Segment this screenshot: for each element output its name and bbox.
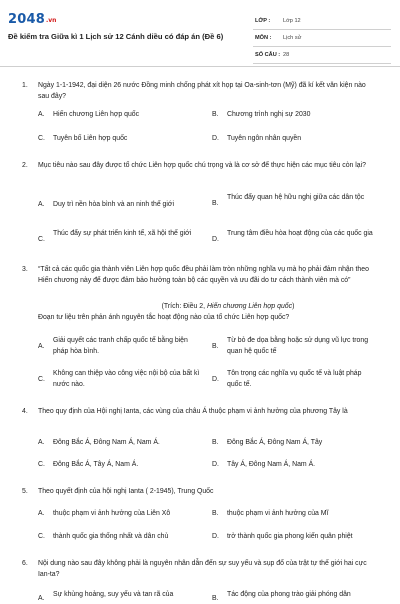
question-text: Mục tiêu nào sau đây được tổ chức Liên hợp quốc chú trọng và là cơ sở để thực hiện các mục tiêu còn lại? <box>38 162 367 169</box>
logo[interactable] <box>8 10 56 28</box>
question-number: 2. <box>22 162 28 169</box>
option-letter: B. <box>212 343 219 350</box>
option-text: Tuyên ngôn nhân quyền <box>227 135 302 142</box>
option-text: Tôn trọng các nghĩa vụ quốc tế và luật pháp quốc tế. <box>227 370 362 388</box>
option-text: Từ bỏ đe dọa bằng hoặc sử dụng vũ lực trong quan hệ quốc tế <box>227 337 369 355</box>
question-number: 6. <box>22 560 28 567</box>
question-text: Nội dung nào sau đây không phải là nguyên nhân dẫn đến sự suy yếu và sụp đổ của trật tự thế giới hai cực Ian-ta? <box>38 560 367 578</box>
option-letter: B. <box>212 510 219 517</box>
option-letter: B. <box>212 439 219 446</box>
option-text: trở thành quốc gia phong kiến quân phiệt <box>227 533 353 540</box>
question-text: Theo quyết định của hội nghị Ianta ( 2-1945), Trung Quốc <box>38 488 214 495</box>
option-text: Tác động của phong trào giải phóng dân <box>227 591 351 598</box>
meta-value: Lịch sử <box>283 35 302 41</box>
option-letter: C. <box>38 461 45 468</box>
option-letter: A. <box>38 343 45 350</box>
option-text: thành quốc gia thống nhất và dân chủ <box>53 533 169 540</box>
option-letter: C. <box>38 533 45 540</box>
logo-main: 2048 <box>8 11 45 27</box>
question-number: 1. <box>22 82 28 89</box>
option-text: Sự khủng hoảng, suy yếu và tan rã của <box>53 591 174 598</box>
question-number: 3. <box>22 266 28 273</box>
option-letter: C. <box>38 135 45 142</box>
question-number: 4. <box>22 408 28 415</box>
option-text: Đông Bắc Á, Đông Nam Á, Nam Á. <box>53 439 160 446</box>
option-text: Giải quyết các tranh chấp quốc tế bằng biện pháp hòa bình. <box>53 337 188 355</box>
option-text: Thúc đẩy quan hệ hữu nghị giữa các dân tộc <box>227 194 365 201</box>
quote-source <box>38 301 378 312</box>
option-letter: A. <box>38 510 45 517</box>
option-text: thuộc phạm vi ảnh hưởng của Mĩ <box>227 510 329 517</box>
option-text: Tuyên bố Liên hợp quốc <box>53 135 128 142</box>
option-letter: D. <box>212 533 219 540</box>
option-letter: D. <box>212 236 219 243</box>
meta-value: Lớp 12 <box>283 18 301 24</box>
source-prefix: (Trích: Điều 2, <box>161 303 207 310</box>
option-letter: B. <box>212 200 219 207</box>
option-letter: A. <box>38 439 45 446</box>
source-suffix: ) <box>292 303 295 310</box>
option-text: Không can thiệp vào công việc nội bộ của bất kì nước nào. <box>53 370 200 388</box>
option-letter: A. <box>38 201 45 208</box>
source-title: Hiến chương Liên hợp quốc <box>206 303 293 310</box>
divider <box>0 66 400 67</box>
option-letter: D. <box>212 461 219 468</box>
question-text: Theo quy định của Hội nghị Ianta, các vùng của châu Á thuộc phạm vi ảnh hưởng của phương Tây là <box>38 408 348 415</box>
option-text: Đông Bắc Á, Đông Nam Á, Tây <box>227 439 323 446</box>
page-title: Đề kiểm tra Giữa kì 1 Lịch sử 12 Cánh diều có đáp án (Đề 6) <box>8 32 224 41</box>
meta-box <box>253 16 391 67</box>
question-text: “Tất cả các quốc gia thành viên Liên hợp quốc đều phải làm tròn những nghĩa vụ mà họ phải đảm nhận theo Hiến chương này để được đảm bảo hưởng toàn bộ các quyền và ưu đãi do tư cách thành viên mà có” <box>38 266 369 284</box>
option-letter: B. <box>212 595 219 602</box>
option-letter: C. <box>38 376 45 383</box>
meta-label: MÔN : <box>255 35 272 41</box>
meta-row-count <box>253 50 391 64</box>
option-letter: A. <box>38 595 45 602</box>
meta-value: 28 <box>283 52 290 58</box>
option-letter: B. <box>212 111 219 118</box>
option-text: Trung tâm điều hòa hoạt động của các quốc gia <box>227 230 373 237</box>
option-text: Thúc đẩy sự phát triển kinh tế, xã hội thế giới <box>53 230 192 237</box>
option-letter: D. <box>212 135 219 142</box>
option-text: Tây Á, Đông Nam Á, Nam Á. <box>227 461 316 468</box>
option-text: Hiến chương Liên hợp quốc <box>53 111 140 118</box>
option-letter: A. <box>38 111 45 118</box>
meta-row-class <box>253 16 391 30</box>
meta-label: SỐ CÂU : <box>255 52 281 58</box>
question-number: 5. <box>22 488 28 495</box>
option-text: Đông Bắc Á, Tây Á, Nam Á. <box>53 461 139 468</box>
option-text: thuộc phạm vi ảnh hưởng của Liên Xô <box>53 510 171 517</box>
question-text: Ngày 1-1-1942, đại diện 26 nước Đồng minh chống phát xít họp tại Oa-sinh-tơn (Mỹ) đã kí kết văn kiện nào sau đây? <box>38 82 366 100</box>
question-followup: Đoạn tư liệu trên phản ánh nguyên tắc hoạt động nào của tổ chức Liên hợp quốc? <box>38 314 290 321</box>
meta-label: LỚP : <box>255 18 271 24</box>
option-letter: C. <box>38 236 45 243</box>
meta-row-subject <box>253 33 391 47</box>
option-text: Duy trì nền hòa bình và an ninh thế giới <box>53 201 174 208</box>
option-text: Chương trình nghị sự 2030 <box>227 111 311 118</box>
option-letter: D. <box>212 376 219 383</box>
logo-sub: .vn <box>45 17 57 24</box>
